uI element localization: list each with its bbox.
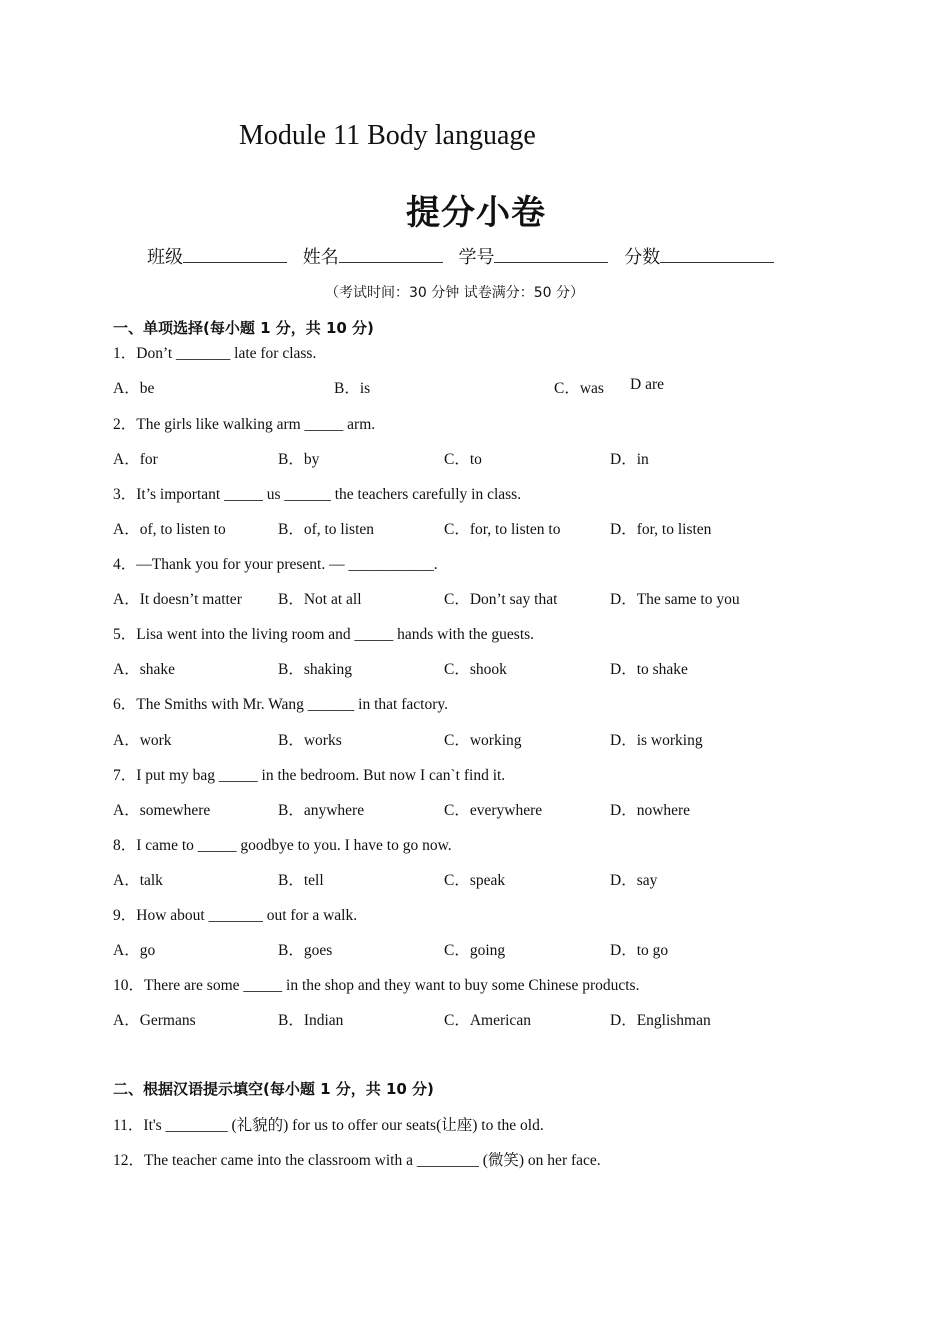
option-b: B．tell [278, 872, 324, 889]
option-d: D．to shake [610, 661, 688, 678]
question-stem: 6．The Smiths with Mr. Wang ______ in that factory. [113, 696, 448, 713]
student-info-row [147, 243, 784, 269]
option-d: D．nowhere [610, 802, 691, 819]
student-number-blank[interactable] [494, 244, 608, 263]
question-stem: 9．How about _______ out for a walk. [113, 907, 358, 924]
question-stem: 12．The teacher came into the classroom with a ________ (微笑) on her face. [113, 1152, 601, 1169]
name-label: 姓名 [302, 247, 339, 268]
option-a: A．Germans [113, 1012, 196, 1029]
option-c: C．American [444, 1012, 531, 1029]
score-blank[interactable] [660, 244, 774, 263]
option-a: A．go [113, 942, 156, 959]
section-heading: 二、根据汉语提示填空(每小题 1 分，共 10 分) [113, 1080, 434, 1098]
question-stem: 11．It's ________ (礼貌的) for us to offer our seats(让座) to the old. [113, 1117, 544, 1134]
option-c: C．going [444, 942, 506, 959]
option-d: D．for, to listen [610, 521, 712, 538]
option-b: B．is [334, 380, 371, 397]
option-b: B．Not at all [278, 591, 362, 608]
page-title: Module 11 Body language [239, 120, 536, 151]
option-d: D．to go [610, 942, 669, 959]
option-c: C．for, to listen to [444, 521, 561, 538]
option-c: C．speak [444, 872, 506, 889]
option-b: B．works [278, 732, 342, 749]
section-heading: 一、单项选择(每小题 1 分，共 10 分) [113, 319, 374, 337]
option-b: B．Indian [278, 1012, 344, 1029]
question-stem: 7．I put my bag _____ in the bedroom. But now I can`t find it. [113, 767, 506, 784]
option-b: B．of, to listen [278, 521, 375, 538]
option-c: C．working [444, 732, 522, 749]
option-a: A．somewhere [113, 802, 211, 819]
question-stem: 10．There are some _____ in the shop and they want to buy some Chinese products. [113, 977, 640, 994]
option-a: A．be [113, 380, 155, 397]
score-label: 分数 [624, 247, 661, 268]
student-number-label: 学号 [458, 247, 495, 268]
option-a: A．of, to listen to [113, 521, 226, 538]
option-a: A．It doesn’t matter [113, 591, 242, 608]
option-a: A．work [113, 732, 172, 749]
option-d: D．is working [610, 732, 703, 749]
option-b: B．by [278, 451, 320, 468]
option-d: D．Englishman [610, 1012, 711, 1029]
option-b: B．shaking [278, 661, 353, 678]
name-blank[interactable] [339, 244, 443, 263]
question-stem: 8．I came to _____ goodbye to you. I have to go now. [113, 837, 452, 854]
option-b: B．goes [278, 942, 333, 959]
option-d: D．in [610, 451, 649, 468]
exam-info: （考试时间：30 分钟 试卷满分：50 分） [325, 285, 584, 301]
question-stem: 1．Don’t _______ late for class. [113, 345, 317, 362]
option-c: C．Don’t say that [444, 591, 558, 608]
class-blank[interactable] [183, 244, 287, 263]
option-a: A．shake [113, 661, 175, 678]
option-c: C．was [554, 380, 604, 397]
option-d: D．say [610, 872, 658, 889]
option-b: B．anywhere [278, 802, 365, 819]
question-stem: 5．Lisa went into the living room and _____ hands with the guests. [113, 626, 535, 643]
option-d: D are [630, 376, 664, 393]
page-subtitle: 提分小卷 [406, 193, 546, 233]
question-stem: 3．It’s important _____ us ______ the teachers carefully in class. [113, 486, 522, 503]
question-stem: 4．—Thank you for your present. — ___________. [113, 556, 438, 573]
option-c: C．everywhere [444, 802, 543, 819]
option-a: A．talk [113, 872, 163, 889]
option-a: A．for [113, 451, 158, 468]
option-d: D．The same to you [610, 591, 740, 608]
option-c: C．shook [444, 661, 507, 678]
class-label: 班级 [147, 247, 183, 268]
option-c: C．to [444, 451, 482, 468]
question-stem: 2．The girls like walking arm _____ arm. [113, 416, 376, 433]
